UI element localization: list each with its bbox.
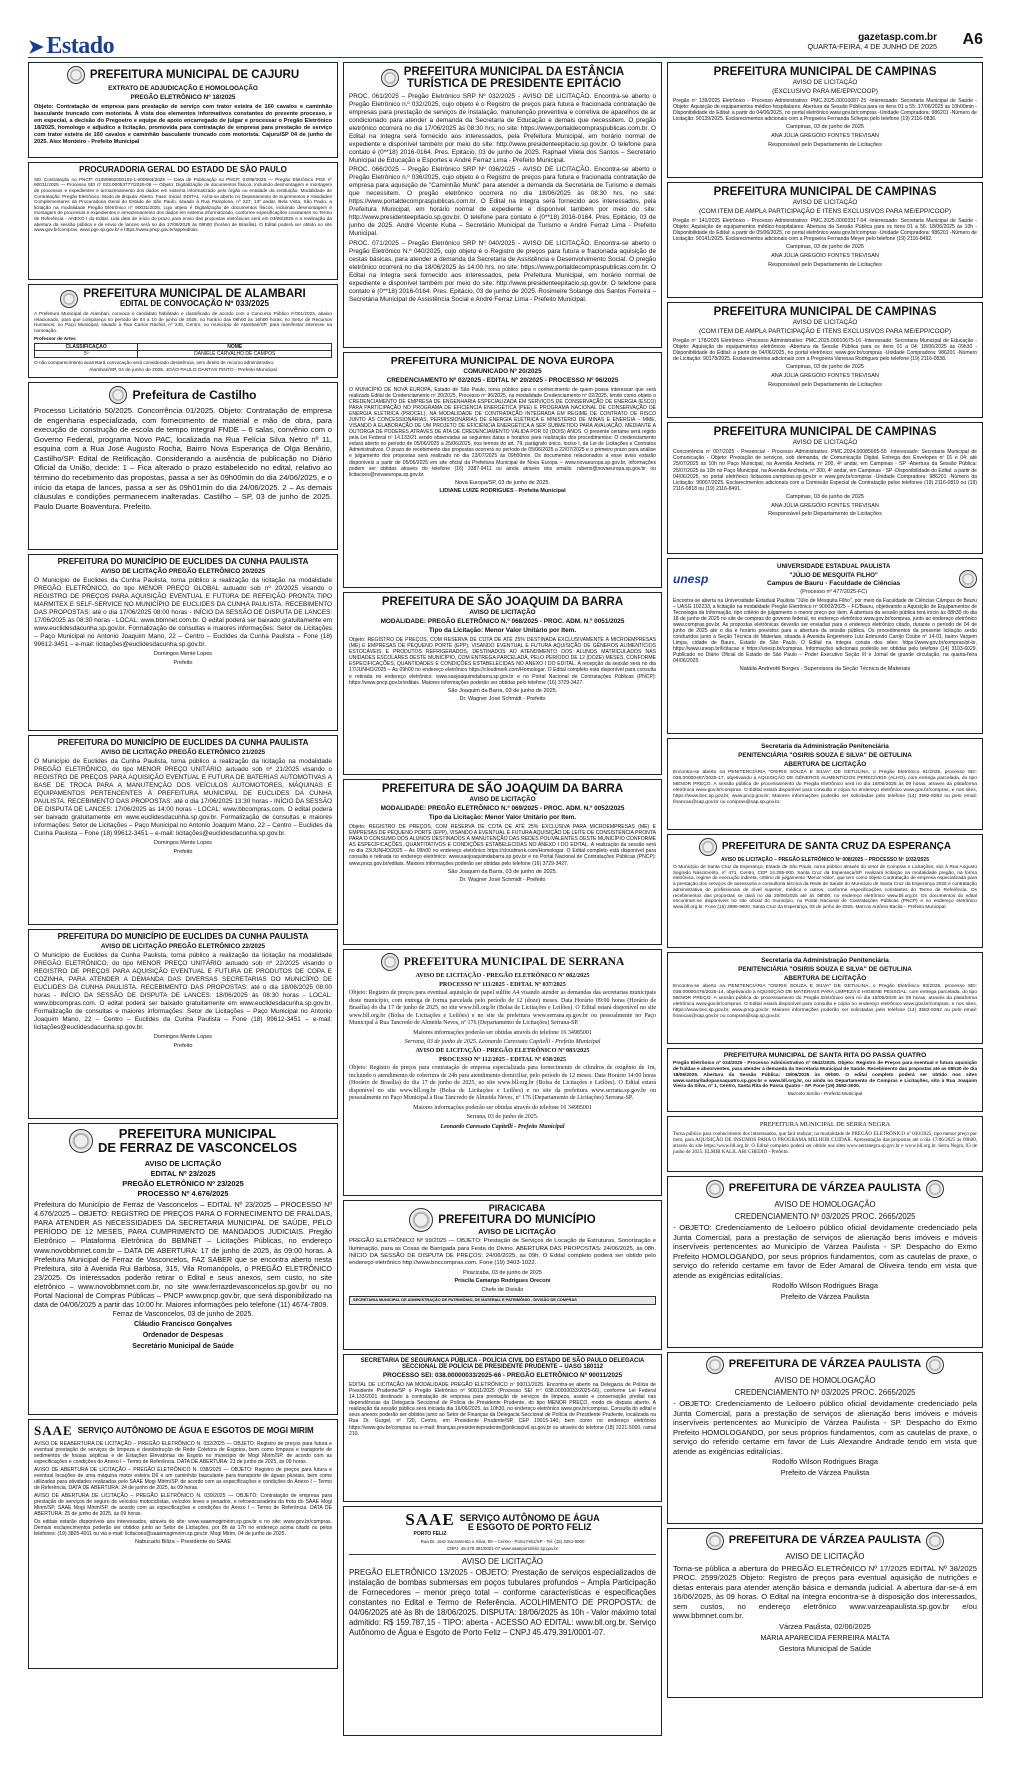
notice-date: Campinas, 03 de junho de 2025 [786,244,864,251]
notice-title: PREFEITURA MUNICIPAL DE NOVA EUROPA [390,355,615,367]
notice-title: PREFEITURA MUNICIPAL DE ALAMBARI [83,288,306,300]
faculty-emblem-icon [959,570,977,588]
notice-title: PREFEITURA DE VÁRZEA PAULISTA [728,1358,922,1371]
notice-campinas-cc007 [667,422,983,554]
signature-role: Responsável pelo Departamento de Licitações [768,511,882,518]
notice-text: Encontra-se aberto na PENITENCIÁRIA "OSIRIS SOUZA E SILVA" DE GETULINA, o Pregão Eletrônico 91/2025, processo SEI: 038.00000467/2025-17, objetivando a AQUISIÇÃO DE GÊNEROS ALIMENTÍCIOS PERECÍVEIS (ALHO), com entrega parcelada, do tipo MENOR PREÇO. A sessão pública de processamento do Pregão Eletrônico será no dia 18/06/2025 às 09 horas, através da plataforma eletrônica www.gov.br/compras. O Edital estará disponível para consulta e cópia no endereço eletrônico www.gov.br/compras, e nos sites, https://www.bec.sp.gov.br, www.pncp.gov.br. Maiores informações poderão ser solicitadas pelo telefone (14) 3582-9262 ou pelo email: financas@sap.gov.br ou compras@sap.sp.gov.br. [673,770,977,805]
notice-subtitle: AVISO DE LICITAÇÃO - PREGÃO ELETRÔNICO Nº 083/2025 [415,1047,590,1055]
notice-title: PREFEITURA DO MUNICÍPIO DE EUCLIDES DA CUNHA PAULISTA [57,557,309,566]
signature-name: Domingos Mente Lopes [153,840,213,847]
notice-title: PREFEITURA MUNICIPAL DE CAMPINAS [713,426,937,438]
notice-subtitle: ABERTURA DE LICITAÇÃO [783,974,867,982]
notice-presidente-epitacio [343,62,662,348]
coat-of-arms-icon [381,69,399,87]
notice-text: O Município de Euclides da Cunha Paulista, torna público a realização da licitação na modalidade PREGÃO ELETRÔNICO, do tipo MENOR PREÇO UNITÁRIO autuado sob nº 21/2025 visando o REGISTRO DE PREÇOS PARA AQUISIÇÃO EVENTUAL E FUTURA DE BATERIAS AUTOMOTIVAS A BASE DE TROCA PARA A MANUTENÇÃO DOS VEÍCULOS AUTOMOTORES, MÁQUINAS E EQUIPAMENTOS PERTENCENTES À PREFEITURA MUNICIPAL DE EUCLIDES DA CUNHA PAULISTA. RECEBIMENTO DAS PROPOSTAS: até o dia 17/06/2025 13:30 horas - INÍCIO DA SESSÃO DE DISPUTA DE LANCES: 17/06/2025 às 14:00 horas - LOCAL: www.bbcompras.com. O edital poderá ser baixado gratuitamente em www.euclidesdacunha.sp.gov.br. Formalização de consultas e maiores informações: Setor de Licitações – Paço Municipal no Antonio Joaquim Mano, 22 – Centro – Euclides da Cunha Paulista – Fone (18) 99612-3451 – e-mail: licitações@euclidesdacunha.sp.gov.br. [34,758,332,838]
notice-subtitle: EXTRATO DE ADJUDICAÇÃO E HOMOLOGAÇÃO [108,85,258,92]
notice-title: PREFEITURA DO MUNICÍPIO DE EUCLIDES DA CUNHA PAULISTA [57,738,309,747]
notice-title: E ESGOTO DE PORTO FELIZ [467,1522,592,1533]
notice-unesp [667,558,983,734]
notice-text: Encontra-se aberta na Universidade Estadual Paulista "Júlio de Mesquita Filho", por meio da Faculdade de Ciências Câmpus de Bauru – UASG 102233, a licitação na modalidade Pregão Eletrônico nº 90002/2025 – FC/Bauru, objetivando a Aquisição de Equipamentos de Tecnologia da Informação, tipo critério de julgamento o menor preço por item. A abertura da sessão pública terá início às 08h30 do dia 18 de junho de 2025 no site de compras do governo federal, no endereço eletrônico www.gov.br/compras, junto ao endereço eletrônico www.compras.gov.br. As propostas eletrônicas deverão ser enviadas para o endereço eletrônico citado, durante o período de 04 de junho de 2025 até o dia e horário previstos para a abertura da sessão pública. Os procedimentos da presente licitação serão conduzidos junto à Seção Técnica de Materiais, situada à Avenida Engenheiro Luiz Edmundo Carrijo Coube nº 14-01, bairro Vargem Limpa, cidade de Bauru, Estado de São Paulo. O Edital na íntegra consta dos sites: https://www.gov.br/compras/pt-br, https://www.unesp.br/licitacao e https://unesp.br/compras. Informações adicionais poderão ser obtidas pelo telefone (14) 3103-6029. Publicado no Diário Oficial do Estado de São Paulo – Poder Executivo Seção III e Jornal de grande circulação, na quarta-feira 04/06/2025. [673,597,977,665]
signature: Leonardo Caressato Capitelli - Prefeito Municipal [440,1123,565,1130]
notice-title: PREFEITURA DE VÁRZEA PAULISTA [728,1182,922,1195]
signature-name: MARIA APARECIDA FERREIRA MALTA [760,1632,890,1642]
notice-subtitle: AVISO DE LICITAÇÃO [792,79,858,87]
signature-role: Prefeito de Várzea Paulista [780,1468,870,1478]
signature-name: Domingos Mente Lopes [153,1034,213,1041]
signature-role: Prefeito de Várzea Paulista [780,1292,870,1302]
notice-title: PENITENCIÁRIA "OSIRIS SOUZA E SILVA" DE GETULINA [738,965,912,973]
notice-pge [28,162,338,280]
notice-date: Campinas, 03 de junho de 2025 [786,493,864,500]
notice-campinas-178 [667,302,983,418]
notice-subtitle: AVISO DE LICITAÇÃO - PREGÃO ELETRÔNICO Nº 082/2025 [415,972,590,979]
signature-name: ANA JÚLIA GREGÓIO FONTES TREVISAN [771,133,879,140]
notice-subtitle: Secretaria da Administração Penitenciária [761,743,889,750]
notice-subtitle: (COM ITEM DE AMPLA PARTICIPAÇÃO E ITENS EXCLUSIVOS PARA ME/EPP/COOP) [698,328,951,336]
notice-date: Serrana, 03 de junho de 2025. [466,1114,539,1121]
notice-title: TURÍSTICA DE PRESIDENTE EPITÁCIO [406,78,622,91]
column-3 [667,62,983,1702]
notice-title: UNIVERSIDADE ESTADUAL PAULISTA [777,563,891,570]
notice-paragraph: AVISO DE ABERTURA DE LICITAÇÃO – PREGÃO ELETRÔNICO N. 039/2025 — OBJETO: Contratação de empresa para prestação de serviços de seguro de veículos motociclistas, veículos leves e pesados, e retroescavadeira da frota do SAAE Mogi Mirim/SP, SAAE Mogi Mirim/SP, de acordo com as especificações e condições do Anexo I – Termo de Referência. DATA DE ABERTURA: 25 de junho de 2025, às 09 horas. [34,1492,332,1518]
notice-penitenciaria-93 [667,952,983,1044]
notice-text: O Município de Euclides da Cunha Paulista, torna público a realização da licitação na modalidade PREGÃO ELETRÔNICO, do tipo MENOR PREÇO UNITÁRIO autuado sob nº 22/2025 visando o REGISTRO DE PREÇOS PARA AQUISIÇÃO EVENTUAL E FUTURA DE PRODUTOS DE COPA E COZINHA, PARA ATENDER A DEMANDA DAS DIVERSAS SECRETARIAS DO MUNICÍPIO DE EUCLIDES DA CUNHA PAULISTA. RECEBIMENTO DAS PROPOSTAS: até o dia 18/06/2025 08:00 horas - INÍCIO DA SESSÃO DE DISPUTA DE LANCES: 18/06/2025 às 08:30 horas - LOCAL: www.bbcompras.com. O edital poderá ser baixado gratuitamente em www.euclidesdacunha.sp.gov.br. Formalização de consultas e maiores informações: Setor de Licitações – Paço Municipal no Antonio Joaquim Mano, 22 – Centro – Euclides da Cunha Paulista – Fone (18) 99612-3451 – e-mail: licitações@euclidesdacunha.sp.gov.br. [34,952,332,1032]
notice-subtitle: Secretaria da Administração Penitenciária [761,957,889,964]
notice-sao-joaquim-069 [343,779,662,945]
signature-role: Gestora Municipal de Saúde [778,1643,872,1653]
notice-text: Concorrência nº 007/2025 - Presencial - Processo Administrativo: PMC.2024.00085665-55 -Interessado: Secretaria Municipal de Comunicação - Objeto: Prestação de serviços, sob demanda, de Comunicação Digital. Entrega dos Envelopes nº 01 e 04: até 25/07/2025 às 10h no Paço Municipal, na Avenida Anchieta, nº 200, 4º andar, em Campinas - SP -Abertura da Sessão Pública: 25/07/2025 às 10h no Paço Municipal, na Avenida Anchieta, nº 200, 4º andar, em Campinas - SP -Disponibilidade do Edital: a partir de 04/06/2025, no portal eletrônico licitacoes.campinas.sp.gov.br e www.gov.br/compras -Unidade Compradora: 986201 -Número da Licitação: 90007/2025. Esclarecimentos adicionais com a Comissão Especial de Contratação pelos telefones (19) 2116-0819 ou (19) 2116-0818 ou (19) 2116-8491. [673,449,977,492]
coat-of-arms-icon [67,66,85,84]
notice-subtitle: AVISO DE LICITAÇÃO PREGÃO ELETRÔNICO 21/2025 [100,748,266,756]
signature-role: Prefeito [173,849,193,856]
notice-subtitle: AVISO DE LICITAÇÃO [144,1159,222,1169]
notice-subtitle: AVISO DE LICITAÇÃO [469,609,536,617]
signature-name: Domingos Mente Lopes [153,651,213,658]
notice-serra-negra [667,1116,983,1172]
notice-text: Objeto: Registro de preços para eventual aquisição de papel sulfite A4 visando atender as demandas das secretarias municipais deste município, com entrega de forma parcelada pelo período de 12 (doze) meses. Data Horário 09:00 horas (Horário de Brasília) do dia 17 de junho de 2025, no site www.bll.org.br (Bolsa de Licitações e Leilões). O Edital estará disponível no site www.bll.org.br (Bolsa de Licitações e Leilões) e no site da prefeitura www.serrana.sp.gov.br ou pessoalmente no Paço Municipal à Rua Tancredo de Almeida Neves, nº 176 (Departamento de Licitações) Serrana-SP. [349,990,656,1027]
saae-logo-sub: PORTO FELIZ [413,1530,447,1537]
coat-of-arms-icon [706,1356,724,1374]
notice-subtitle: AVISO DE LICITAÇÃO – PREGÃO ELETRÔNICO Nº 008/2025 – PROCESSO Nº 1032/2025 [721,857,929,863]
notice-paragraph: PROC. 061/2025 – Pregão Eletrônico SRP Nº 032/2025 - AVISO DE LICITAÇÃO. Encontra-se aberto o Pregão Eletrônico n.º 032/2025, cujo objeto é o Registro de preços para futura e fracionada contratação de empresas para prestação de serviços de instalação, manutenção preventiva e corretiva de aparelhos de ar condicionado para atender a demanda da Secretaria de Educação e demais que necessitem. O pregão eletrônico ocorrerá no dia 17/06/2025 às 08:30 hrs, no site: https://www.portaldecompraspublicas.com.br. O Edital na íntegra será fornecido aos interessados, pela Prefeitura Municipal, em horário normal de expediente e disponível também por meio do site: http://www.presidenteepitacio.sp.gov.br. O telefone para contato é (0**18) 2016-0164. Pres. Epitácio, 03 de junho de 2025. Raphael Vilela dos Santos – Secretário Municipal de Educação e Esportes e André Ferraz Lima - Prefeito Municipal. [349,92,656,164]
page-header [28,30,983,58]
notice-saae-mogi [28,1419,338,1669]
signature-role: Prefeito [173,660,193,667]
column-2 [343,62,662,1740]
candidates-table [34,343,332,358]
notice-title: DE FERRAZ DE VASCONCELOS [97,1140,298,1156]
section-logo [28,32,114,61]
coat-of-arms-icon [926,1356,944,1374]
notice-subtitle: PROCESSO Nº 112/2025 - EDITAL Nº 038/2025 [438,1055,567,1063]
notice-text: PREGÃO ELETRÔNICO Nº 99/2025 — OBJETO: Prestação de Serviços de Locação de Estruturas, Sonorização e Iluminação, para as Coxas de Barrigada para Festa do Divino. ABERTURA DAS PROPOSTAS: 24/06/2025, às 08h. INÍCIO DA SESSÃO DE DISPUTA DE PREÇOS: 24/06/2025, às 09h. O Edital completo poderá ser obtido pelo endereço eletrônico http://www.bnccompras.com. Fone (19) 3403-1022. [349,1238,656,1267]
notice-date: Nova Europa/SP, 03 de junho de 2025. [454,479,550,486]
notice-piracicaba [343,1200,662,1350]
notice-title: PREFEITURA DE SANTA CRUZ DA ESPERANÇA [721,840,952,852]
notice-sao-joaquim-068 [343,592,662,775]
notice-campinas-141 [667,182,983,298]
notice-title: SERVIÇO AUTÔNOMO DE ÁGUA E ESGOTOS DE MOGI MIRIM [77,1425,314,1435]
signature: Serrana, 03 de junho de 2025. Leonardo Caressato Capitelli - Prefeito Municipal [404,1038,601,1045]
notice-date: Campinas, 03 de junho de 2025 [786,364,864,371]
coat-of-arms-icon [69,1129,93,1153]
notice-date: São Joaquim da Barra, 03 de junho de 2025. [447,687,558,694]
page-number: A6 [962,31,983,48]
department-footer: SECRETARIA MUNICIPAL DE ADMINISTRAÇÃO DE PATRIMÔNIO, DE MATERIAL E PATRIMÔNIO - DIVISÃO DE COMPRAS [349,1296,656,1305]
notice-subtitle: AVISO DE HOMOLOGAÇÃO [774,1200,876,1209]
notice-subtitle: MODALIDADE: PREGÃO ELETRÔNICO N.º 068/2025 - PROC. ADM. N.º 0051/2025 [380,618,625,626]
notice-subtitle: EDITAL DE CONVOCAÇÃO Nº 033/2025 [120,299,269,309]
notice-alambari [28,284,338,378]
notice-text: Objeto: REGISTRO DE PREÇOS, COM RESERVA DE COTA DE ATÉ 25% DESTINADA EXCLUSIVAMENTE A MICROEMPRESAS (ME) E EMPRESAS DE PEQUENO PORTE (EPP), VISANDO EVENTUAL E FUTURA AQUISIÇÃO DE GÊNEROS ALIMENTÍCIOS ESTOCÁVEIS E PRODUTOS REFRIGERADOS, DESTINADOS AO ATENDIMENTO DOS ALUNOS MATRICULADOS NAS UNIDADES ESCOLARES DESTE MUNICÍPIO, COM ENTREGA PARCELADA, PELO PERÍODO DE 12 (DOZE) MESES, CONFORME ESPECIFICAÇÕES, QUANTIDADES E CONDIÇÕES ESTABELECIDAS NO ANEXO I DO EDITAL. A recepção da sessão será no dia 17/JUNHO/2025 – As 09h00 no endereço eletrônico https://cloudmerk.com/Homologar. O Edital completo está disponível para consulta e retirada no endereço eletrônico: www.saojoaquimdabarra.sp.gov.br e no Portal Nacional de Contratações Públicas (PNCP): https://www.pncp.gov.br/editais. Maiores informações poderão ser obtidas pelo telefone (16) 3729-3427. [349,636,656,686]
signature-name: Rodolfo Wilson Rodrigues Braga [772,1457,878,1467]
notice-title: PREFEITURA MUNICIPAL DA ESTÂNCIA [403,66,625,78]
site-info [807,32,937,51]
notice-text: Objeto: Registro de preços para contratação de empresa especializada para fornecimento de cilindros de oxigênio de 1m, incluindo o atendimento de cobertura de 24h para atendimento domiciliar, pelo período de 12 meses. Data Horário 14:00 horas (Horário de Brasília) do dia 17 de junho de 2025, no site www.bll.org.br (Bolsa de Licitações e Leilões). O Edital estará disponível no site www.bll.org.br (Bolsa de Licitações e Leilões) e no site da prefeitura www.serrana.sp.gov.br ou pessoalmente no Paço Municipal à Rua Tancredo de Almeida Neves, nº 176 (Departamento de Licitações) Serrana-SP. [349,1065,656,1102]
notice-santa-rita [667,1048,983,1112]
notice-date: Ferraz de Vasconcelos, 03 de junho de 2025. [112,1310,254,1318]
coat-of-arms-icon [926,1180,944,1198]
notice-subtitle: Tipo da Licitação: Menor Valor Unitário por Item. [428,627,577,635]
column-header: NOME [138,344,332,351]
notice-info: Maiores informações poderão ser obtidas através do telefone 16 34985001 [413,1029,592,1036]
notice-text: SEI Contratação no PNCP: 01080962000102-1-000684/2025 — Data de Publicação no PNCP: 03/06/2025 — Pregão Eletrônico PGE nº 90031/2025 — Processo SEI nº 023.00053777/2025-05 — Objeto: Digitalização de documentos físicos, incluindo desmontagem e montagem de processos e expedientes e armazenamento dos dados em sistema informatizado pelo órgão ou entidade da instituição. Modalidade de Contratação: Pregão Eletrônico. Modo de disputa: Aberto. Fase: Inicial. EDITAL: Acha-se aberto no Departamento de Suprimentos e Atividades Complementares da Procuradoria Geral do Estado de São Paulo, situado à Rua Pamplona, nº 227, 13º andar, Bela Vista, São Paulo, a licitação na modalidade Pregão Eletrônico nº 90031/2025, cujo objeto é Digitalização de documentos físicos, incluindo desmontagem e montagem de processos e expedientes e armazenamento dos dados em sistema informatizado, conforme especificações constantes no Termo de Referência - ANEXO I do Edital. Lida data de início do prazo para envio das propostas eletrônicas será em 03/06/2025 e a realização da abertura da sessão pública e de envio de lances será no dia 17/06/2025 às 09h00 (horário de Brasília). O Edital poderá ser obtido no site www.gov.br/compras, www.pge.sp.gov.br e https://www.pncp.gov.br/app/editais. [34,176,332,233]
notice-text: PREGÃO ELETRÔNICO 13/2025 - OBJETO: Prestação de serviços especializados de instalação de bombas submersas em poços tubulares profundos – Ampla Participação de Fornecedores – menor preço total – conforme características e especificações constantes no Edital e Termo de Referência. ACOLHIMENTO DE PROPOSTA: de 04/06/2025 até às 8h de 18/06/2025. DISPUTA: 18/06/2025 às 10h - Valor máximo total admitido: R$ 159.787,15 - TIPO: aberta - ACESSO AO EDITAL: www.bll.org.br. Serviço Autônomo de Água e Esgoto de Porto Feliz – CNPJ 45.479.391/0001-07. [349,1568,656,1638]
signature-role: Chefe de Divisão [481,1287,524,1294]
notice-subtitle: AVISO DE LICITAÇÃO [469,796,536,804]
notice-info: Maiores informações poderão ser obtidas através do telefone 16 34985001 [413,1104,592,1111]
signature-role: Responsável pelo Departamento de Licitações [768,381,882,388]
signature: Dr. Wagner José Schmidt - Prefeito [459,696,546,703]
notice-subtitle: (COM ITEM DE AMPLA PARTICIPAÇÃO E ITENS EXCLUSIVOS PARA ME/EPP/COOP) [698,208,951,216]
signature: Natália Andreotti Borges - Supervisora da Seção Técnica de Materiais [739,666,911,673]
coat-of-arms-icon [699,838,717,856]
notice-text: EDITAL DE LICITAÇÃO NA MODALIDADE PREGÃO ELETRÔNICO nº 90011/2025. Encontra-se aberto na Delegacia de Polícia de Presidente Prudente/SP o Pregão Eletrônico nº 90011/2025 (Processo SEI nº: 038.00000033/2025-66), conforme Lei Federal 14.133/2021 destinado à contratação de empresa para prestação de serviços de limpeza, asseio e conservação predial nas dependências da Delegacia Seccional de Polícia de Presidente Prudente, do tipo MENOR PREÇO, modo de disputa aberto. A realização da sessão pública será iniciada dia 16/06/2025, às 10h30, no endereço eletrônico www.gov.br/compras. Consulta do edital e seus anexos poderão ser obtidos junto ao Setor de Finanças da Delegacia Seccional de Polícia de Presidente Prudente, localizada na Rua Dr. Gurgel, nº 720, Centro, em Presidente Prudente/SP, CEP 19015-140, bem como no endereço eletrônico https://www.gov.br/compras ou e-mail: finanças.presidenteprudente@policiacivil.sp.gov.br ou através do telefone (18) 3221-5000, ramal 210. [349,1381,656,1437]
notice-subtitle: AVISO DE LICITAÇÃO PREGÃO ELETRÔNICO 22/2025 [100,942,266,950]
table-cell: 5º [35,351,138,358]
coat-of-arms-icon [109,386,127,404]
saae-logo: SAAE [34,1423,73,1438]
signature-role: Ordenador de Despesas [142,1332,224,1339]
notice-euclides-22 [28,929,338,1119]
notice-cajuru [28,62,338,158]
notice-text: O Município de Euclides da Cunha Paulista, torna público a realização da licitação na modalidade PREGÃO ELETRÔNICO, do tipo MENOR PREÇO GLOBAL autuado sob nº 20/2025 visando o REGISTRO DE PREÇOS PARA AQUISIÇÃO EVENTUAL E FUTURA DE REFEIÇÃO PRONTA TIPO MARMITEX E SELF-SERVICE NO MUNICÍPIO DE EUCLIDES DA CUNHA PAULISTA. RECEBIMENTO DAS PROPOSTAS: até o dia 17/06/2025 08:00 horas - INÍCIO DA SESSÃO DE DISPUTA DE LANCES: 17/06/2025 às 08:30 horas - LOCAL: www.bbmnet.com.br. O edital poderá ser baixado gratuitamente em www.euclidesdacunha.sp.gov.br. Formalização de consultas e maiores informações: Setor de Licitações – Paço Municipal no Antonio Joaquim Mano, 22 – Centro – Euclides da Cunha Paulista – Fone (18) 99612-3451 – e-mail: licitações@euclidesdacunha.sp.gov.br. [34,577,332,649]
notice-penitenciaria-91 [667,738,983,830]
signature: Alambari/SP, 04 de junho de 2025. JOÃO PAULO DANTAS PINTO - Prefeito Municipal [89,368,277,374]
signature: Dr. Wagner José Schmidt - Prefeito [459,877,546,884]
notice-ssp-prudente [343,1354,662,1502]
cnpj-line: CNPJ: 45.479.391/0001-07 www.saaeportofeliz.sp.gov.br [446,1546,559,1552]
notice-euclides-20 [28,554,338,731]
notice-text: Processo Licitatório 50/2025. Concorrência 01/2025. Objeto: Contratação de empresa de engenharia especializada, com fornecimento de material e mão de obra, para execução de construção de escola de tempo integral FNDE – 6 salas, convênio com o Governo Federal, programa Novo PAC, localizada na Rua Felícia Silva Netro nº 11, esquina com a Rua José Augusto Rocha, Bairro Nova Esperança de Olga Benário, Castilho/SP. Edital de Retificação. Considerando a ausência de publicação no Diário Oficial da União, decide: 1 – Fica alterado o prazo estabelecido no edital, relativo ao término do recebimento das propostas, passa a ser às 09h00min do dia 24/06/2025, e o início da etapa de lances, passa a ser às 09h01min do dia 24/06/2025. 2 – As demais cláusulas e condições permanecem inalteradas. Castilho – SP, 03 de junho de 2025. Paulo Duarte Boaventura. Prefeito. [34,406,332,511]
table-cell: DANIELE CARVALHO DE CAMPOS [138,351,332,358]
notice-subtitle: PROCESSO Nº 4.676/2025 [137,1189,229,1199]
signature-role: Responsável pelo Departamento de Licitações [768,141,882,148]
notice-subtitle: COMUNICADO Nº 20/2025 [463,368,542,376]
notice-subtitle: AVISO DE LICITAÇÃO [478,1227,556,1237]
notice-text: Objeto: REGISTRO DE PREÇOS, COM RESERVA DE COTA DE ATÉ 25% EXCLUSIVA PARA MICROEMPRESAS (ME) E EMPRESAS DE PEQUENO PORTE (EPP), VISANDO A EVENTUAL E FUTURA AQUISIÇÃO DE LEITE DE CONSISTÊNCIA PRONTA PARA O CONSUMO DOS ALUNOS DESTINADOS À MANUTENÇÃO DAS REDES POLIVALENTES DESTE MUNICÍPIO CONFORME AS ESPECIFICAÇÕES, QUANTITATIVOS E CONDIÇÕES ESTABELECIDAS NO ANEXO I DO EDITAL. A realização da sessão será no dia 23/JUNHO/2025 – As 09h00 no endereço eletrônico https://cloudmerk.com/Homologar. O Edital completo está disponível para consulta e retirada no endereço eletrônico: www.saojoaquimdabarra.sp.gov.br e no Portal Nacional de Contratações Públicas (PNCP): www.pncp.gov.br/editais. Maiores informações poderão ser obtidas pelo telefone (16) 3729-3427. [349,823,656,867]
notice-text: Torna-se pública a abertura do PREGÃO ELETRÔNICO Nº 17/2025 EDITAL Nº 38/2025 PROC. 2599/2025 Objeto: Registro de preços para eventual aquisição de nutrições e dietas enterais para atender atenção básica e demanda judicial. A abertura dar-se-á em 16/06/2025, às 09 horas. O Edital na íntegra encontra-se à disposição dos interessados, sem custos, no endereço eletrônico www.varzeapaulista.sp.gov.br e/ou www.bbmnet.com.br. [673,1563,977,1621]
signature-name: Cláudio Francisco Gonçalves [133,1321,233,1329]
signature: LIDIANE LUIZE RODRIGUES - Prefeita Municipal [439,488,566,495]
address-line: Rua Dr. José Sacramento e Silva, 59 – Centro - Porto Feliz/SP - Tel: (15) 3261-9000 [420,1538,585,1544]
signature-role: Secretário Municipal de Saúde [132,1342,234,1350]
notice-title: "JÚLIO DE MESQUITA FILHO" [789,571,878,579]
notice-saae-porto-feliz [343,1506,662,1736]
notice-date: Campinas, 03 de junho de 2025 [786,124,864,131]
notice-campinas-139 [667,62,983,178]
notice-title: PREFEITURA DO MUNICÍPIO DE EUCLIDES DA CUNHA PAULISTA [57,932,309,941]
notice-title: PREFEITURA MUNICIPAL DE CAMPINAS [713,306,937,318]
notice-title: PREFEITURA MUNICIPAL DE SERRA NEGRA [759,1121,891,1128]
notice-subtitle: (EXCLUSIVO PARA ME/EPP/COOP) [772,88,878,96]
notice-nova-europa [343,352,662,588]
notice-varzea-homologacao-2 [667,1352,983,1524]
notice-paragraph: AVISO DE REABERTURA DE LICITAÇÃO – PREGÃO ELETRÔNICO N. 032/2025 — OBJETO: Registro de preços para futura e eventual prestação de serviços de limpeza e desobstrução de Rede Coletora de Esgotos, bem como limpeza e transporte de sedimentos de fossas sépticas e de Estações Elevatórias de Esgoto no município de Mogi Mirim/SP, de acordo com as especificações e condições do Anexo I – Termo de Referência. DATA DE ABERTURA: 23 de junho de 2025, às 09 horas. [34,1440,332,1466]
saae-logo: SAAE [405,1510,455,1529]
notice-text: O não comparecimento acarretará convocação será considerado desistência, sem direito de recurso administrativo. [34,360,275,366]
column-1 [28,62,338,1673]
notice-date: São Joaquim da Barra, 03 de junho de 2025. [447,868,558,875]
issue-date: QUARTA-FEIRA, 4 DE JUNHO DE 2025 [807,42,937,51]
notice-text: Pregão Eletrônico nº 024/2025 - Processo Administrativo nº 0642/2025. Objeto: Registro de Preços para eventual e futura aquisição de fraldas e absorventes, para atender à demanda da Secretaria Municipal de Saúde. Recebimento das propostas até as 08h30 do dia 18/06/2025. Abertura da Sessão Pública: 18/06/2025 às 09h00. O edital completo poderá ser obtido nos sites www.santaritadopassaquatro.sp.gov.br e www.bll.org.br, ou ainda no Departamento de Compras e Licitações, sito à Rua Joaquim Vieira da Silva, nº 1, Centro, Santa Rita do Passa Quatro - SP. Fone (19) 3582-3000. [673,1061,977,1090]
notice-text: Prefeitura do Município de Ferraz de Vasconcelos – EDITAL Nº 23/2025 – PROCESSO Nº 4.676/2025 – OBJETO: REGISTRO DE PREÇOS PARA O FORNECIMENTO DE FRALDAS, PARA ATENDER AS NECESSIDADES DA SECRETARIA MUNICIPAL DE SAÚDE, PELO PERÍODO DE 12 MESES, PARA CUMPRIMENTO DE MANDADOS JUDICIAIS. Pregão Eletrônico – Plataforma Eletrônica do BBMNET – Licitações Públicas, no endereço www.novobbmnet.com.br – DATA DE ABERTURA: 17 de junho de 2025, às 09:00 horas. A Prefeitura Municipal de Ferraz de Vasconcelos, FAZ SABER que se encontra aberto nesta Prefeitura, sito à Avenida Rui Barbosa, 315, Vila Romanópolis, o PREGÃO ELETRÔNICO 23/2025. Os interessados poderão retirar o Edital e seus anexos, sem custo, no site eletrônico – www.novobbmnet.com.br, no site www.ferrazdevasconcelos.sp.gov.br ou no Portal Nacional de Compras Públicas – PNCP www.pncp.gov.br, que será disponibilizado na data de 04/06/2025 a partir das 10:00 hr. Maiores informações pelo telefone (11) 4674-7809. [34,1200,332,1309]
notice-text: A Prefeitura Municipal de Alambari, convoca o candidato habilitado e classificado de acordo com o Concurso Público nº001/2023, abaixo relacionado, para que compareça no período de 04 a 10 de junho de 2025, no horário das 08h00 às 16h00 horas, no Setor de Recursos Humanos, no Paço Municipal, situado à Rua Carlos Rachid, nº 245, Centro, no município de Alambari/SP, para manifestar interesse na nomeação. [34,311,332,333]
notice-title: PREFEITURA MUNICIPAL DE CAMPINAS [713,186,937,198]
notice-subtitle: AVISO DE LICITAÇÃO [461,1556,544,1566]
notice-subtitle: ABERTURA DE LICITAÇÃO [783,760,867,768]
signature-name: ANA JÚLIA GREGÓIO FONTES TREVISAN [771,502,879,509]
notice-subtitle: AVISO DE LICITAÇÃO [785,1552,865,1561]
notice-text: O MUNICÍPIO DE NOVA EUROPA, Estado de São Paulo, torna público para o conhecimento de quem possa interessar que será realizado Edital de Credenciamento nº 20/2025, Processo nº 96/2025, na modalidade Credenciamento nº 02/2025, tendo como objeto o CREDENCIAMENTO DE EMPRESA DE ENGENHARIA ESPECIALIZADA EM SERVIÇOS DE CONSERVAÇÃO DE ENERGIA (ESCO) PARA PARTICIPAÇÃO NO PROGRAMA DE EFICIÊNCIA ENERGÉTICA (PEE) E PROGRAMA NACIONAL DE CONSERVAÇÃO DE ENERGIA ELÉTRICA (PROCEL), NA MODALIDADE DE CONTRATAÇÃO INTEGRADA EM REGIME DE CONTRATO DE RISCO JUNTO ÀS CONCESSIONÁRIAS, PERMISSIONÁRIAS DE ENERGIA ELÉTRICA E MINISTÉRIO DE MINAS E ENERGIA – MME, VISANDO A ELABORAÇÃO DE UM PROJETO DE EFICIÊNCIA ENERGÉTICA A SER SUBMETIDO PARA AVALIAÇÃO, MEDIANTE A OUTORGA DE PODERES ATRAVÉS DE ATA DE CREDENCIAMENTO VÁLIDA POR 02 (DOIS) ANOS. O presente certame será regido pela Lei Federal nº 14.133/21 sendo observadas as seguintes datas e horários para realização dos procedimentos: O credenciamento estará aberto no período de 05/06/2025 a 25/06/2025, nos termos do art. 79, parágrafo único, inciso I, da Lei de Licitações e Contratos Administrativos. O prazo de recebimento das propostas ocorrerá no período de 05/06/2025 a 22/07/2025 e o primeiro prazo para análise e julgamento dos propostas será realizado no dia 23/07/2025 às 09h00min. Os documentos relacionados a esse aviso estarão disponíveis a partir de 05/06/2025 em site oficial da Prefeitura Municipal de Nova Europa – www.novaeuropa.sp.gov.br, informações podem ser obtidas através do telefone (16) 3387-9411 ou ainda através dos emails: rubens@novaeuropa.sp.gov.br ou licitacoes@novaeuropa.sp.gov.br. [349,386,656,478]
process-number: (Processo nº 477/2025-FC) [800,589,868,596]
notice-subtitle: PROCESSO SEI: 038.00000033/2025-66 - PREGÃO ELETRÔNICO Nº 90011/2025 [382,1371,623,1379]
notice-title: PREFEITURA MUNICIPAL DE SERRANA [403,955,625,968]
signature-name: ANA JÚLIA GREGÓIO FONTES TREVISAN [771,373,879,380]
notice-varzea-licitacao [667,1528,983,1698]
signature-role: Responsável pelo Departamento de Licitações [768,261,882,268]
notice-title: Prefeitura de Castilho [132,387,257,402]
notice-castilho [28,382,338,550]
notice-subtitle: MODALIDADE: PREGÃO ELETRÔNICO N.º 069/2025 - PROC. ADM. N.º 0052/2025 [380,805,625,813]
coat-of-arms-icon [706,1180,724,1198]
notice-paragraph: AVISO DE ABERTURA DE LICITAÇÃO – PREGÃO ELETRÔNICO N. 038/2025 — OBJETO: Registro de preços para futura e eventual locações de uma máquina motor esteira D6 e um caminhão basculante para transporte de águas pluviais, bem como utilizadas para atividades realizadas pelo SAAE Mogi Mirim/SP, de acordo com as especificações e condições do Anexo I – Termo de Referência. DATA DE ABERTURA: 24 de junho de 2025, às 09 horas. [34,1466,332,1492]
unesp-logo: unesp [673,571,709,586]
notice-subtitle: Tipo da Licitação: Menor Valor Unitário por Item. [428,814,577,822]
notice-text: Pregão nº 178/2025 Eletrônico -Processo Administrativo: PMC.2025.00010675-16 -Interessado: Secretaria Municipal de Educação -Objeto: Aquisição de equipamentos eletrônicos -Abertura da Sessão Pública para os itens 01 a 04: 18/06/2025 às 09h30 -Disponibilidade do Edital: a partir de 04/06/2025, no portal eletrônico: www.gov.br/compras -Unidade Compradora: 986201 -Número de Licitação: 90178/2025. Esclarecimentos adicionais com a Pregoeira Vanessa Rodrigues pelo telefone (19) 2116-0838. [673,338,977,363]
notice-title: SECRETARIA DE SEGURANÇA PÚBLICA - POLÍCIA CIVIL DO ESTADO DE SÃO PAULO DELEGACIA SECCIONAL DE POLÍCIA DE PRESIDENTE PRUDENTE – UASG 180112 [360,1358,645,1371]
signature-role: Prefeito [173,1043,193,1050]
notice-date: Várzea Paulista, 02/06/2025 [779,1621,871,1631]
notice-title: PREFEITURA MUNICIPAL DE CAMPINAS [713,66,937,78]
notice-subtitle: CREDENCIAMENTO Nº 03/2025 PROC. 2665/2025 [734,1387,916,1397]
section-title: Estado [46,33,115,59]
column-header: CLASSIFICAÇÃO [35,344,138,351]
coat-of-arms-icon [409,1208,433,1232]
notice-title: Campus de Bauru - Faculdade de Ciências [766,580,901,588]
notice-paragraph: PROC. 066/2025 – Pregão Eletrônico SRP Nº 036/2025 - AVISO DE LICITAÇÃO. Encontra-se aberto o Pregão Eletrônico n.º 036/2025, cujo objeto é o Registro de preços para futura e fracionada contratação de empresa para aquisição de "Caminhão Munk" para atender a demanda da Secretaria de Turismo e demais que necessitem. O pregão eletrônico ocorrerá no dia 18/06/2025 às 08:30 hrs, no site: https://www.portaldecompraspublicas.com.br. O Edital na íntegra será fornecido aos interessados, pela Prefeitura Municipal, em horário normal de expediente e disponível também por meio do site: http://www.presidenteepitacio.sp.gov.br. O telefone para contato é (0**18) 2016-0164. Pres. Epitácio, 03 de junho de 2025. André Vicente Kuba – Secretário Municipal de Turismo e André Ferraz Lima - Prefeito Municipal. [349,166,656,238]
coat-of-arms-icon [381,953,399,971]
notice-title: PREFEITURA DE VÁRZEA PAULISTA [728,1534,922,1547]
coat-of-arms-icon [706,1532,724,1550]
notice-ferraz [28,1123,338,1415]
notice-subtitle: EDITAL Nº 23/2025 [150,1169,216,1179]
notice-title: PREFEITURA MUNICIPAL DE SANTA RITA DO PASSA QUATRO [723,1052,927,1059]
city-name: PIRACICABA [488,1203,546,1213]
signature: Marcelo Simão - Prefeito Municipal [787,1092,863,1098]
coat-of-arms-icon [926,1532,944,1550]
notice-title: PREFEITURA MUNICIPAL DE CAJURU [89,68,300,81]
notice-text: Torna público para conhecimento dos interessados, que fará realizar, na modalidade de PREGÃO ELETRÔNICO nº 030/2025, tipo menor preço por item, para AQUISIÇÃO DE INSUMOS PARA O PROGRAMA MELHOR CUIDAR. Apresentação das propostas até o dia 17/06/2025 às 09h00, através do site https://www.bll.org.br. O Edital completo poderá ser obtido nos sites www.serranegra.sp.gov.br e www.bll.org.br. Serra Negra, 03 de junho de 2025. ELMIR KALIL ABI CHEDID - Prefeito. [673,1130,977,1156]
notice-varzea-homologacao-1 [667,1176,983,1348]
site-url[interactable]: gazetasp.com.br [858,32,937,43]
notice-text: Encontra-se aberto na PENITENCIÁRIA "OSIRIS SOUZA E SILVA" DE GETULINA, o Pregão Eletrônico 93/2025, processo SEI: 038.00000476/2025-14, objetivando a AQUISIÇÃO DE MATERIAIS PARA LIMPEZA E HIGIENE PESSOAL, com entrega parcelada, do tipo MENOR PREÇO. A sessão pública de processamento do Pregão Eletrônico será no dia 18/06/2025 às 09 horas, através da plataforma eletrônica www.gov.br/compras. O Edital estará disponível para consulta e cópia no endereço eletrônico www.gov.br/compras, e nos sites, https://www.bec.sp.gov.br, www.pncp.gov.br. Maiores informações poderão ser solicitadas pelo telefone (14) 3582-9262 ou pelo email: financas@sap.gov.br ou compras@sap.sp.gov.br. [673,984,977,1019]
notice-subtitle: AVISO DE LICITAÇÃO [792,439,858,447]
coat-of-arms-icon [60,290,78,308]
notice-subtitle: CREDENCIAMENTO Nº 02/2025 - EDITAL Nº 20/2025 - PROCESSO Nº 96/2025 [386,377,619,385]
notice-subtitle: AVISO DE LICITAÇÃO PREGÃO ELETRÔNICO 20/2025 [100,567,266,575]
notice-subtitle: PREGÃO ELETRÔNICO Nº 23/2025 [122,1179,244,1189]
notice-title: SERVIÇO AUTÔNOMO DE ÁGUA [459,1512,600,1523]
notice-text: - OBJETO: Credenciamento de Leiloeiro público oficial devidamente credenciado pela Junta Comercial, para a prestação de serviços de alienação bens imóveis e móveis inservíveis pertencentes ao Município de Várzea Paulista - SP. Despacho do Exmo Prefeito HOMOLOGANDO, por seus próprios fundamentos, com as cautelas de praxe, o serviço do referido certame em favor de Eder Amaral de Oliveira tendo em vista que atende as exigências editalícias. [673,1223,977,1280]
notice-subtitle: AVISO DE HOMOLOGAÇÃO [774,1376,876,1385]
notice-title: PENITENCIÁRIA "OSIRIS SOUZA E SILVA" DE GETULINA [738,751,912,759]
notice-text: Pregão nº 139/2025 Eletrônico - Processo Administrativo: PMC.2025.00010087-25 -Interessado: Secretaria Municipal de Saúde - Objeto: Aquisição de equipamentos médico-hospitalares. Abertura da Sessão Pública para os itens 01 a 55: 17/06/2025 às 10h00min -Disponibilidade do Edital: a partir do 04/06/2025, no portal eletrônico www.gov.br/compras -Unidade Compradora: 986201 -Número de Licitação: 90139/2025. Esclarecimentos adicionais com a Pregoeira Fernanda Schepis pelo telefone (19) 2116-0836. [673,98,977,123]
notice-subtitle: AVISO DE LICITAÇÃO [792,199,858,207]
notice-paragraph: PROC. 071/2025 – Pregão Eletrônico SRP Nº 040/2025 - AVISO DE LICITAÇÃO. Encontra-se aberto o Pregão Eletrônico N.º 040/2025, cujo objeto é o Registro de preços para futura e fracionada aquisição de cestas básicas, para atender a demanda da Secretaria de Assistência e Desenvolvimento Social. O pregão eletrônico ocorrerá no dia 18/06/2025 às 14:00 hrs, no site: https://www.portaldecompraspublicas.com.br. O Edital na íntegra será fornecido aos interessados, pela Prefeitura Municipal, em horário normal de expediente e disponível também por meio do site: http://www.presidenteepitacio.sp.gov.br. O telefone para contato é (0**18) 2016-0164. Pres. Epitácio, 03 de junho de 2025. Rosimeire Solange dos Santos Ferreira – Secretária Municipal de Assistência Social e André Ferraz Lima - Prefeito Municipal. [349,239,656,303]
notice-title: PREFEITURA DE SÃO JOAQUIM DA BARRA [381,596,624,608]
notice-paragraph: Os editais estarão disponíveis aos interessados, através do site: www.saaemogimirim.sp.gov.br e no site: www.gov.br/compras. Demais esclarecimentos poderão ser obtidos junto ao Setor de Licitações, por 8h às 17h no endereço acima citado ou pelos telefones: (19) 3805-4911 ou via e-mail: licitacoes@saaemogimirim.sp.gov.br. Mogi Mirim, 04 de junho de 2025. [34,1518,332,1537]
notice-text: Pregão nº 141/2025 Eletrônico - Processo Administrativo: PMC.2025.00003317-04 -Interessado: Secretaria Municipal de Saúde -Objeto: Aquisição de equipamentos médico-hospitalares. Abertura da Sessão Pública para os itens 01 a 56: 18/06/2025 às 10h -Disponibilidade do Edital: a partir de 05/06/2025, no portal eletrônico www.gov.br/compras -Unidade Compradora: 986201 -Número de Licitação: 90141/2025. Esclarecimentos adicionais com a Pregoeira Fernanda Meyer pelo telefone (19) 2116-8492. [673,218,977,243]
notice-euclides-21 [28,735,338,925]
notice-subtitle: PREGÃO ELETRÔNICO Nº 18/2025 [130,93,236,101]
signature: Nabucarlo Biliza – Presidente do SAAE [135,1539,231,1545]
notice-title: PROCURADORIA GERAL DO ESTADO DE SÃO PAULO [79,165,287,174]
position-label: Professor de Artes [34,335,76,341]
notice-title: PREFEITURA DO MUNICÍPIO [438,1213,596,1226]
signature-name: Priscila Camargo Rodrigues Oreconi [454,1278,551,1285]
arrow-icon: ➤ [28,37,44,58]
notice-title: PREFEITURA MUNICIPAL [118,1126,277,1141]
notice-text: - OBJETO: Credenciamento de Leiloeiro público oficial devidamente credenciado pela Junta Comercial, para a prestação de serviços de alienação bens imóveis e móveis inservíveis pertencentes ao Município de Várzea Paulista - SP. Despacho do Exmo Prefeito HOMOLOGANDO, por seus próprios fundamentos, com as cautelas de praxe, o serviço do referido certame em favor de Luis Alexandre Andrade tendo em vista que atende as exigências editalícias. [673,1399,977,1456]
signature-name: ANA JÚLIA GREGÓIO FONTES TREVISAN [771,253,879,260]
notice-date: Piracicaba, 03 de junho de 2025 [463,1269,542,1276]
notice-subtitle: CREDENCIAMENTO Nº 03/2025 PROC. 2665/2025 [734,1211,916,1221]
notice-subtitle: PROCESSO Nº 111/2025 - EDITAL Nº 037/2025 [439,980,566,988]
notice-serrana [343,949,662,1196]
notice-title: PREFEITURA DE SÃO JOAQUIM DA BARRA [381,783,624,795]
notice-text: O Município de Santa Cruz da Esperança, Estado de São Paulo, torna público através do setor de Compras e Licitações, sito à Rua Augusto Segredo Nascimento, nº 471, Centro, CEP 14.255-000, Santa Cruz da Esperança/SP, realizará licitação na modalidade pregão, na forma eletrônica, regime de execução indireta, critério de julgamento 'Menor Valor', que tem como objeto Contratação de empresa especializada para a prestação dos serviços de assessoria e consultoria técnica da Rede de Saúde do Município de Santa Cruz da Esperança 2025 e contratação administrativa de profissionais de nível superior, médico e outros, conforme especificações constantes do Termo de Referência. Os recebimentos das propostas se dará no dia 20/06/2025 até às 08h00, no endereço eletrônico www.bll.org.br. Os documentos do edital encontram-se disponíveis no site oficial do município, no Portal Nacional de Contratações Públicas (PNCP) e no endereço eletrônico www.bll.org.br. Fone (16) 3996-9800. Santa Cruz da Esperança, 03 de junho de 2025. Marcos Antônio Bacila – Prefeito Municipal [673,865,977,910]
notice-subtitle: AVISO DE LICITAÇÃO [792,319,858,327]
notice-text: Objeto: Contratação de empresa para prestação de serviço com trator esteira de 160 cavalos e caminhão basculante truncado com motorista. À vista dos elementos informativos constantes do presente processo, e em especial, a decisão do Pregoeiro e equipe de apoio encarregado de julgar e processar o Pregão Eletrônico 18/2025, homologo e adjudico a licitação, promovida para contratação de empresa para prestação de serviço com trator esteira de 160 cavalos e caminhão basculante truncado com motorista. Cajuru/SP 04 de junho de 2025. Alex Monteiro - Prefeito Municipal [34,103,332,145]
notice-santa-cruz [667,834,983,948]
signature-name: Rodolfo Wilson Rodrigues Braga [772,1281,878,1291]
